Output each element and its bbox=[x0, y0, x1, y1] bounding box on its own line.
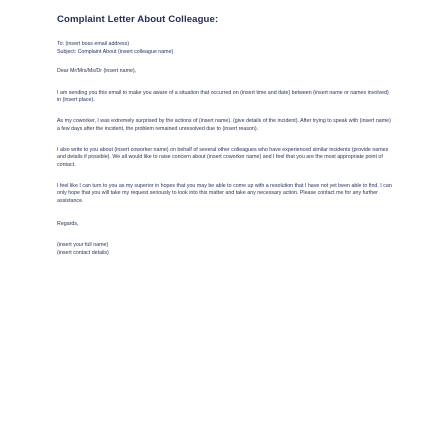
closing: Regards, bbox=[57, 220, 79, 227]
paragraph-request: I feel like I can turn to you as my superior in hopes that you may be able to come up with a resolution that I have not yet been able to find. I can only hope that you will take my request seriously to look into this matter and take any necessary action. Please contact me for any further assistance. bbox=[57, 182, 392, 205]
paragraph-incident: As my coworker, I was extremely surprised by the actions of (insert name). (give details of the incident). After trying to speak with (insert name) a few days after the incident, the problem remained unresolved due to (insert reason). bbox=[57, 118, 391, 132]
to-line: To: (insert boss email address) bbox=[57, 41, 130, 47]
signature-name: (insert your full name) bbox=[57, 242, 109, 249]
letter-title: Complaint Letter About Colleague: bbox=[57, 14, 219, 25]
paragraph-situation: I am sending you this email to make you aware of a situation that occurred on (insert time and date) between (insert name or names involved) in (insert place). bbox=[57, 89, 389, 104]
signature-contact: (insert contact details) bbox=[57, 250, 109, 257]
signature-block bbox=[57, 242, 394, 257]
paragraph-colleagues: I also write to you about (insert coworker name) on behalf of several other colleagues who have experienced similar incidents (provide names and details if possible). We all would like to raise concern about (insert coworker name) and I feel that you are the most appropriate point of contact. bbox=[57, 146, 389, 168]
subject-line: Subject: Complaint About (insert colleague name) bbox=[57, 48, 174, 55]
letter-header bbox=[57, 41, 394, 56]
greeting: Dear Mr/Mrs/Ms/Dr (insert name), bbox=[57, 68, 137, 74]
